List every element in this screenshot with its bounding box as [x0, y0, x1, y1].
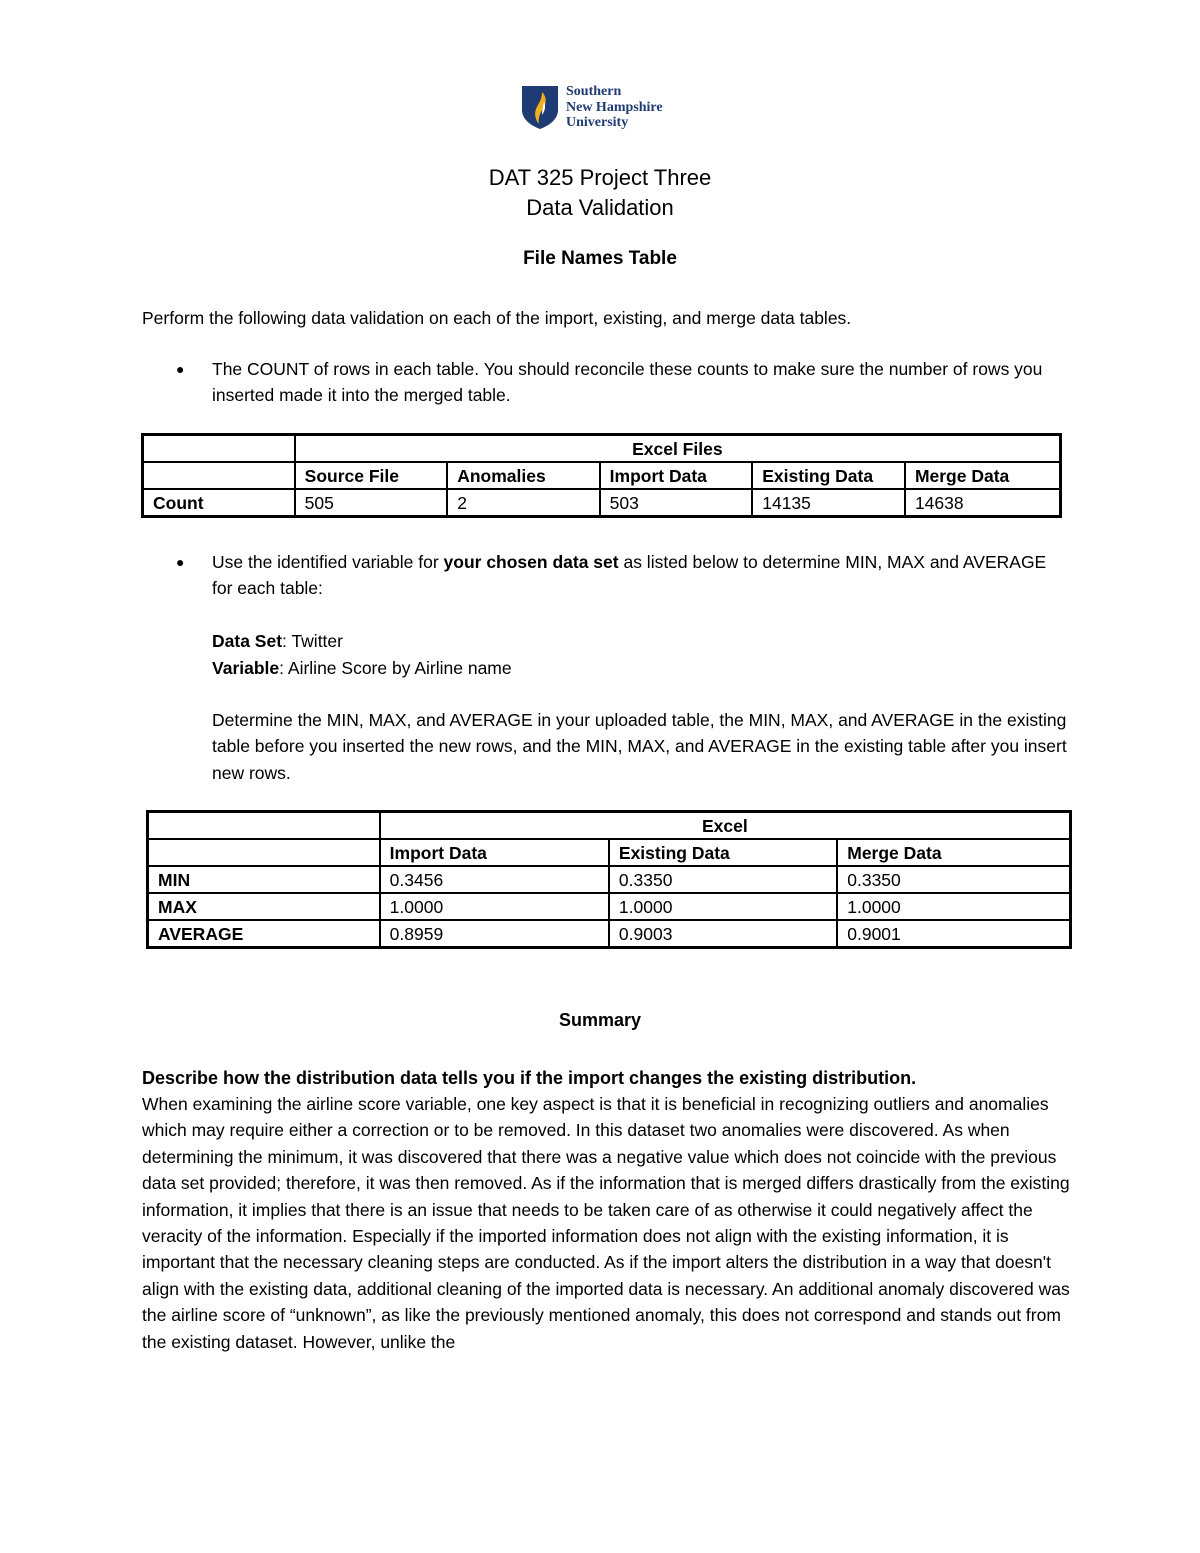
table-cell-empty: [143, 462, 295, 489]
row-label: AVERAGE: [148, 920, 380, 948]
intro-paragraph: Perform the following data validation on each of the import, existing, and merge data tables.: [142, 308, 852, 328]
dataset-value: : Twitter: [282, 631, 343, 651]
table-cell: 503: [600, 489, 753, 517]
section-heading: File Names Table: [523, 248, 677, 269]
table-cell: 0.9001: [837, 920, 1070, 948]
logo-line-3: University: [566, 115, 629, 130]
count-group-header: Excel Files: [295, 435, 1061, 463]
table-cell: 1.0000: [609, 893, 837, 920]
table-cell: 1.0000: [837, 893, 1070, 920]
table-cell: 0.3350: [837, 866, 1070, 893]
table-cell: 0.3456: [380, 866, 609, 893]
column-header: Import Data: [380, 839, 609, 866]
table-cell: 505: [295, 489, 448, 517]
table-row: [143, 489, 1061, 517]
table-cell: 1.0000: [380, 893, 609, 920]
table-cell-empty: [143, 435, 295, 463]
column-header: Source File: [295, 462, 448, 489]
variable-label: Variable: [212, 658, 280, 678]
table-cell: 2: [447, 489, 599, 517]
table-row: [148, 839, 1071, 866]
column-header: Existing Data: [609, 839, 837, 866]
table-row: [148, 920, 1071, 948]
bullet-text-bold: your chosen data set: [443, 552, 619, 572]
bullet-icon: ●: [176, 361, 185, 377]
variable-value: : Airline Score by Airline name: [279, 658, 512, 678]
bullet-count-text: The COUNT of rows in each table. You should reconcile these counts to make sure the number of rows you inserted made it into the merged table.: [212, 359, 1043, 406]
column-header: Merge Data: [837, 839, 1070, 866]
column-header: Import Data: [600, 462, 753, 489]
bullet-text-part: Use the identified variable for: [212, 552, 444, 572]
dataset-line: [212, 628, 1072, 654]
table-cell-empty: [148, 839, 380, 866]
logo-line-2: New Hampshire: [566, 99, 663, 115]
shield-flame-icon: [520, 84, 560, 130]
summary-heading: Summary: [558, 1010, 642, 1030]
table-row: [143, 462, 1061, 489]
table-cell: 14135: [752, 489, 905, 517]
bullet-count: [176, 356, 1056, 412]
logo-wordmark: [566, 84, 663, 131]
document-title: DAT 325 Project Three: [488, 165, 712, 190]
table-row: [148, 866, 1071, 893]
bullet-text-part: as listed below to determine MIN, MAX and AVERAGE for each table:: [212, 552, 1047, 599]
column-header: Merge Data: [905, 462, 1061, 489]
table-cell-empty: [148, 812, 380, 840]
row-label: MAX: [148, 893, 380, 920]
stats-table: [146, 810, 1072, 949]
variable-line: [212, 655, 1072, 681]
stats-group-header: Excel: [380, 812, 1071, 840]
table-cell: 0.3350: [609, 866, 837, 893]
bullet-variable: [176, 549, 1056, 605]
table-cell: 14638: [905, 489, 1061, 517]
table-row: [148, 812, 1071, 840]
table-row: [148, 893, 1071, 920]
logo-line-1: Southern: [566, 84, 622, 99]
university-logo: [520, 84, 690, 134]
dataset-label: Data Set: [212, 631, 283, 651]
document-subtitle: Data Validation: [526, 195, 674, 220]
bullet-variable-text: [212, 549, 1062, 602]
column-header: Anomalies: [447, 462, 599, 489]
summary-body: When examining the airline score variable, one key aspect is that it is beneficial in recognizing outliers and anomalies which may require either a correction or to be removed. In this dataset two anomalies were discovered. As when determining the minimum, it was discovered that there was a negative value which does not coincide with the previous data set provided; therefore, it was then removed. As if the information that is merged differs drastically from the existing information, it implies that there is an issue that needs to be taken care of as otherwise it could negatively affect the veracity of the information. Especially if the imported information does not align with the existing information, it is important that the necessary cleaning steps are conducted. As if the import alters the distribution in a way that doesn't align with the existing data, additional cleaning of the imported data is necessary. An additional anomaly discovered was the airline score of “unknown”, as like the previously mentioned anomaly, this does not correspond and stands out from the existing dataset. However, unlike the: [142, 1094, 1070, 1352]
bullet-icon: ●: [176, 554, 185, 570]
table-row: [143, 435, 1061, 463]
summary-question: Describe how the distribution data tells you if the import changes the existing distribution.: [142, 1068, 917, 1088]
row-label: MIN: [148, 866, 380, 893]
determine-paragraph: Determine the MIN, MAX, and AVERAGE in your uploaded table, the MIN, MAX, and AVERAGE in the existing table before you inserted the new rows, and the MIN, MAX, and AVERAGE in the existing table after you insert new rows.: [212, 710, 1067, 783]
count-table: [141, 433, 1062, 518]
column-header: Existing Data: [752, 462, 905, 489]
row-label: Count: [143, 489, 295, 517]
table-cell: 0.9003: [609, 920, 837, 948]
table-cell: 0.8959: [380, 920, 609, 948]
